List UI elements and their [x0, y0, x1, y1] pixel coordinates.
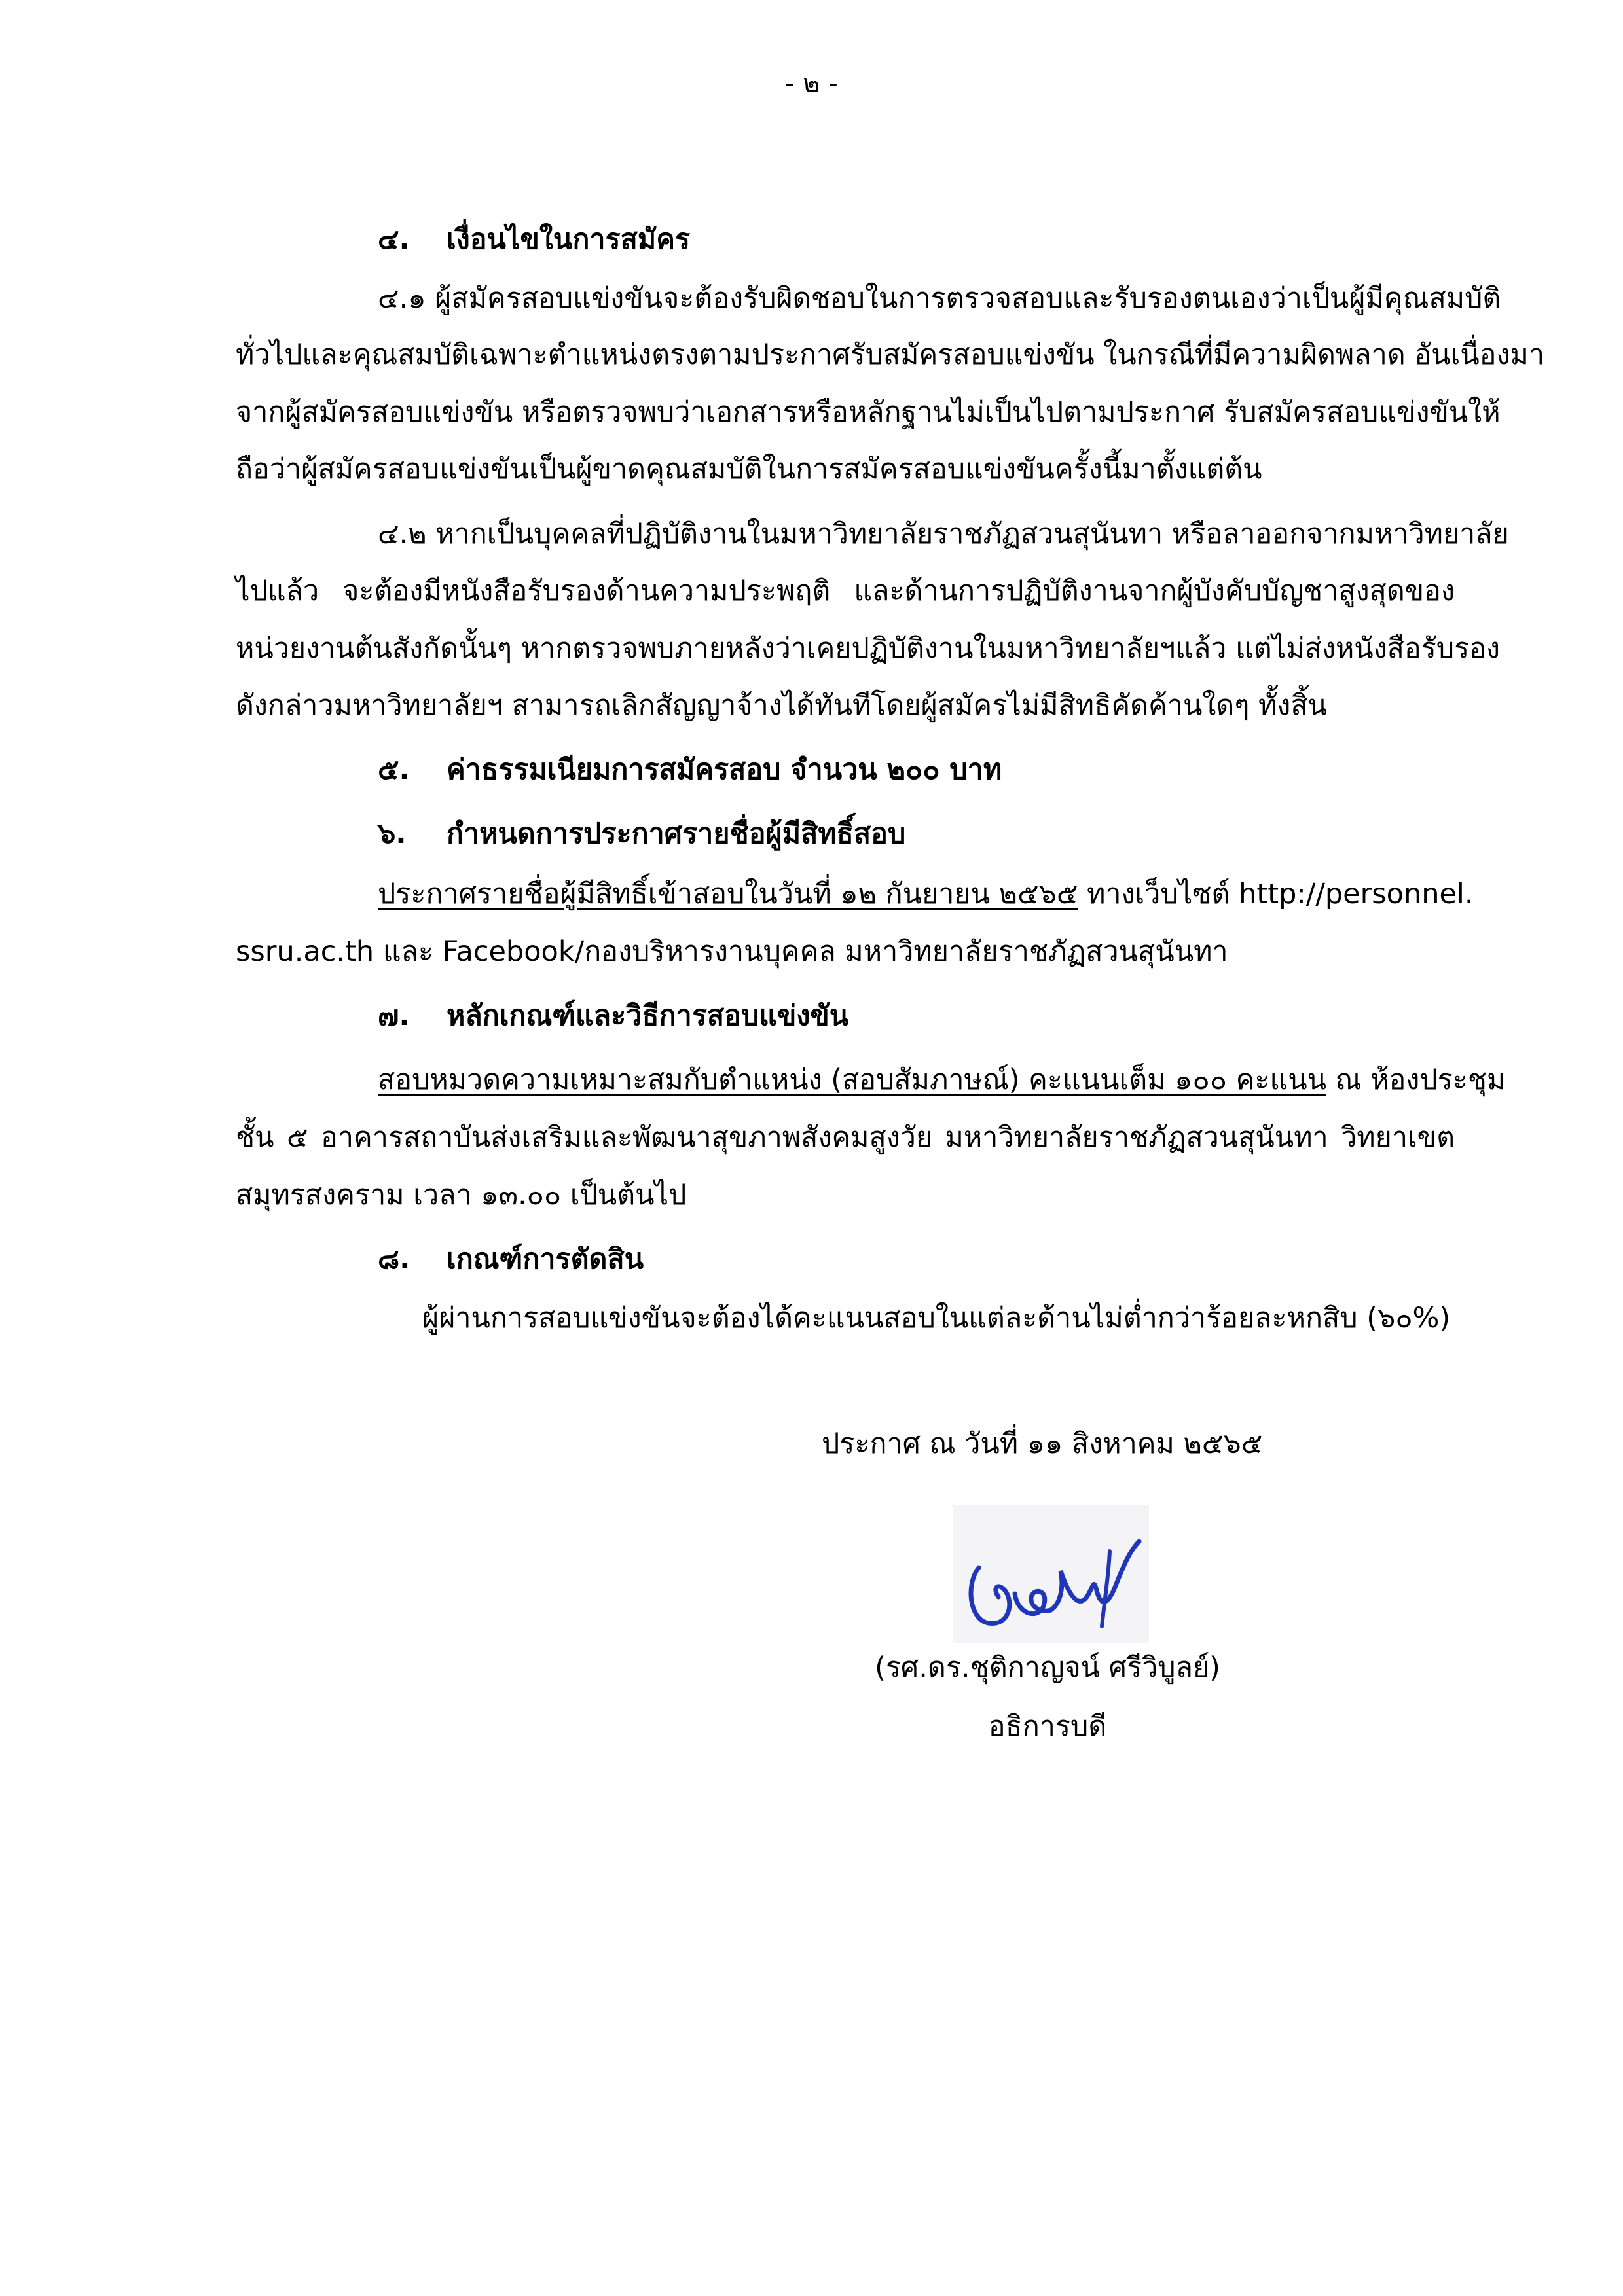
section-5-heading — [378, 746, 1002, 793]
section-7-heading — [378, 992, 848, 1039]
section-4-title: เงื่อนไขในการสมัคร — [447, 223, 691, 256]
section-6-title: กำหนดการประกาศรายชื่อผู้มีสิทธิ์สอบ — [447, 817, 906, 850]
page-number: - ๒ - — [785, 69, 838, 99]
signatory-title: อธิการบดี — [988, 1710, 1107, 1743]
section-7-line-1-rest: ณ ห้องประชุม — [1326, 1064, 1506, 1096]
section-6-heading — [378, 810, 905, 857]
para-4-2-line-2: ไปแล้ว จะต้องมีหนังสือรับรองด้านความประพฤติ และด้านการปฏิบัติงานจากผู้บังคับบัญชาสูงสุดของ — [236, 575, 1455, 607]
section-7-number: ๗. — [378, 999, 410, 1032]
signature-icon — [953, 1505, 1149, 1643]
announcement-date: ประกาศ ณ วันที่ ๑๑ สิงหาคม ๒๕๖๕ — [822, 1427, 1263, 1460]
para-4-1-line-3: จากผู้สมัครสอบแข่งขัน หรือตรวจพบว่าเอกสารหรือหลักฐานไม่เป็นไปตามประกาศ รับสมัครสอบแข่งขันให้ — [236, 396, 1501, 429]
para-4-2-line-1: ๔.๒ หากเป็นบุคคลที่ปฏิบัติงานในมหาวิทยาลัยราชภัฏสวนสุนันทา หรือลาออกจากมหาวิทยาลัย — [378, 518, 1509, 550]
exam-list-announcement-date: ประกาศรายชื่อผู้มีสิทธิ์เข้าสอบในวันที่ ๑๒ กันยายน ๒๕๖๕ — [378, 878, 1078, 910]
section-7-line-3: สมุทรสงคราม เวลา ๑๓.๐๐ เป็นต้นไป — [236, 1179, 687, 1211]
section-7-line-2: ชั้น ๕ อาคารสถาบันส่งเสริมและพัฒนาสุขภาพสังคมสูงวัย มหาวิทยาลัยราชภัฏสวนสุนันทา วิทยาเขต — [236, 1121, 1455, 1154]
para-4-1-line-2: ทั่วไปและคุณสมบัติเฉพาะตำแหน่งตรงตามประกาศรับสมัครสอบแข่งขัน ในกรณีที่มีความผิดพลาด อันเนื่องมา — [236, 338, 1544, 371]
section-6-line-1-rest: ทางเว็บไซต์ http://personnel. — [1078, 878, 1474, 910]
section-6-line-1 — [378, 870, 1474, 918]
section-7-title: หลักเกณฑ์และวิธีการสอบแข่งขัน — [447, 999, 849, 1032]
section-6-number: ๖. — [378, 817, 407, 850]
section-5-number: ๕. — [378, 753, 410, 786]
section-8-body: ผู้ผ่านการสอบแข่งขันจะต้องได้คะแนนสอบในแต่ละด้านไม่ต่ำกว่าร้อยละหกสิบ (๖๐%) — [422, 1302, 1451, 1335]
section-5-title: ค่าธรรมเนียมการสมัครสอบ จำนวน ๒๐๐ บาท — [447, 753, 1002, 786]
section-4-heading — [378, 216, 690, 263]
signatory-name: (รศ.ดร.ชุติกาญจน์ ศรีวิบูลย์) — [875, 1651, 1220, 1684]
para-4-1-line-4: ถือว่าผู้สมัครสอบแข่งขันเป็นผู้ขาดคุณสมบัติในการสมัครสอบแข่งขันครั้งนี้มาตั้งแต่ต้น — [236, 453, 1262, 486]
section-7-line-1 — [378, 1056, 1506, 1103]
signature-image — [953, 1505, 1149, 1643]
section-6-line-2: ssru.ac.th และ Facebook/กองบริหารงานบุคคล มหาวิทยาลัยราชภัฏสวนสุนันทา — [236, 935, 1228, 968]
section-4-number: ๔. — [378, 223, 410, 256]
exam-category-score: สอบหมวดความเหมาะสมกับตำแหน่ง (สอบสัมภาษณ์) คะแนนเต็ม ๑๐๐ คะแนน — [378, 1064, 1326, 1096]
para-4-2-line-4: ดังกล่าวมหาวิทยาลัยฯ สามารถเลิกสัญญาจ้างได้ทันทีโดยผู้สมัครไม่มีสิทธิคัดค้านใดๆ ทั้งสิ้น — [236, 689, 1328, 722]
section-8-number: ๘. — [378, 1243, 410, 1276]
section-8-title: เกณฑ์การตัดสิน — [447, 1243, 644, 1276]
para-4-2-line-3: หน่วยงานต้นสังกัดนั้นๆ หากตรวจพบภายหลังว่าเคยปฏิบัติงานในมหาวิทยาลัยฯแล้ว แต่ไม่ส่งหนังสือรับรอง — [236, 632, 1501, 665]
section-8-heading — [378, 1236, 644, 1283]
para-4-1-line-1: ๔.๑ ผู้สมัครสอบแข่งขันจะต้องรับผิดชอบในการตรวจสอบและรับรองตนเองว่าเป็นผู้มีคุณสมบัติ — [378, 282, 1501, 315]
